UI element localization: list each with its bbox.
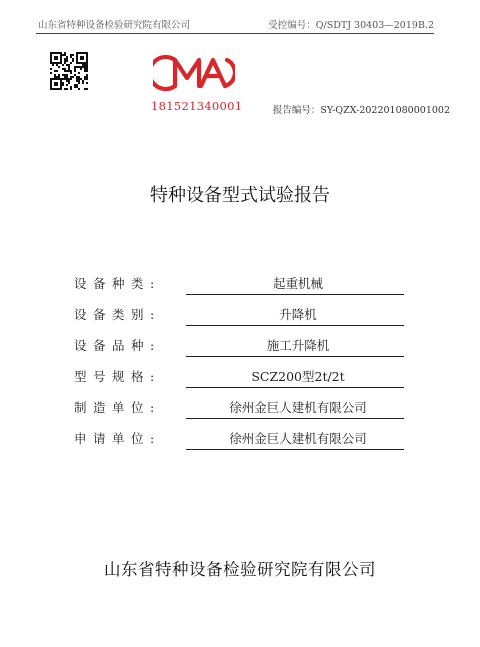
qr-code-icon [50,52,88,90]
field-underline [186,325,404,326]
field-value: 升降机 [279,307,317,322]
page-header [36,17,434,34]
field-underline [186,356,404,357]
field-row [74,427,414,458]
header-control-number: 受控编号：Q/SDTJ 30403—2019B.2 [268,20,434,31]
field-label: 设备类别: [74,307,161,322]
field-row [74,396,414,427]
field-row [74,365,414,396]
field-underline [186,418,404,419]
field-row [74,272,414,303]
field-label: 设备品种: [74,338,161,353]
field-underline [186,387,404,388]
cma-logo-icon [153,54,235,92]
report-number: 报告编号：SY-QZX-202201080001002 [272,105,450,116]
field-label: 申请单位: [74,431,161,446]
field-row [74,303,414,334]
field-label: 设备种类: [74,276,161,291]
field-label: 型号规格: [74,369,161,384]
info-fields [74,272,414,458]
field-underline [186,449,404,450]
field-value: SCZ200型2t/2t [251,369,345,384]
cma-certificate-number: 181521340001 [151,99,243,113]
field-row [74,334,414,365]
field-underline [186,294,404,295]
page-title: 特种设备型式试验报告 [150,185,330,206]
field-value: 徐州金巨人建机有限公司 [229,400,367,415]
field-value: 施工升降机 [266,338,330,353]
issuer-name: 山东省特种设备检验研究院有限公司 [104,560,376,579]
field-value: 起重机械 [272,276,323,291]
header-org: 山东省特种设备检验研究院有限公司 [38,20,191,31]
field-value: 徐州金巨人建机有限公司 [229,431,367,446]
field-label: 制造单位: [74,400,161,415]
